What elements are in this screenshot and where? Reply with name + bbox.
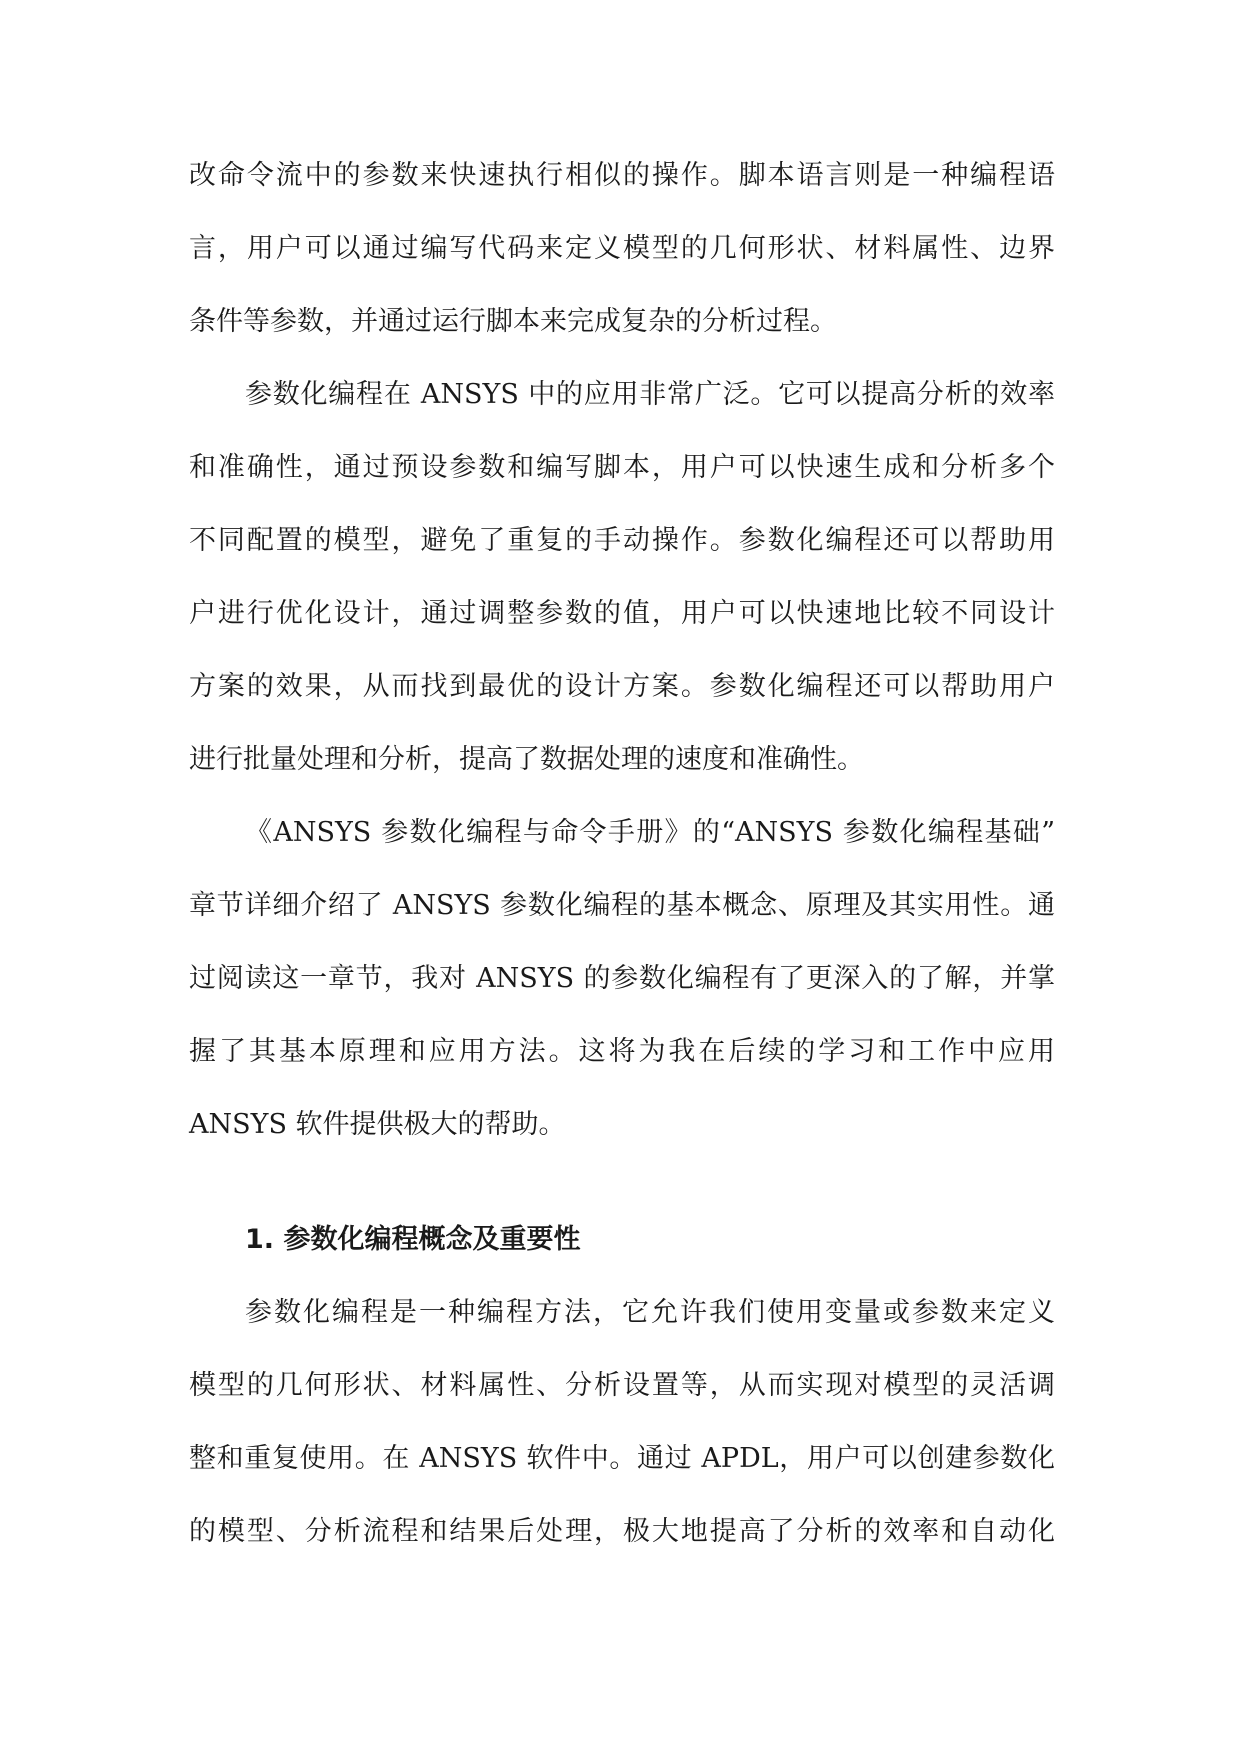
text-line: 进行批量处理和分析，提高了数据处理的速度和准确性。 bbox=[189, 744, 864, 775]
text-line: 方案的效果，从而找到最优的设计方案。参数化编程还可以帮助用户 bbox=[189, 671, 1055, 702]
text-line: 《ANSYS 参数化编程与命令手册》的“ANSYS 参数化编程基础” bbox=[245, 817, 1055, 848]
text-line: 言，用户可以通过编写代码来定义模型的几何形状、材料属性、边界 bbox=[189, 233, 1055, 264]
paragraph bbox=[189, 796, 1055, 1161]
text-line: 参数化编程在 ANSYS 中的应用非常广泛。它可以提高分析的效率 bbox=[245, 379, 1055, 410]
document-body bbox=[189, 139, 1055, 1568]
text-line: 和准确性，通过预设参数和编写脚本，用户可以快速生成和分析多个 bbox=[189, 452, 1055, 483]
text-line: 的模型、分析流程和结果后处理，极大地提高了分析的效率和自动化 bbox=[189, 1516, 1055, 1547]
text-line: 章节详细介绍了 ANSYS 参数化编程的基本概念、原理及其实用性。通 bbox=[189, 890, 1055, 921]
text-line: 参数化编程是一种编程方法，它允许我们使用变量或参数来定义 bbox=[245, 1297, 1055, 1328]
text-line: 户进行优化设计，通过调整参数的值，用户可以快速地比较不同设计 bbox=[189, 598, 1055, 629]
paragraph bbox=[189, 358, 1055, 796]
section-heading: 1. 参数化编程概念及重要性 bbox=[245, 1224, 581, 1255]
paragraph bbox=[189, 1276, 1055, 1568]
paragraph bbox=[189, 139, 1055, 358]
text-line: 整和重复使用。在 ANSYS 软件中。通过 APDL，用户可以创建参数化 bbox=[189, 1443, 1055, 1474]
text-line: 不同配置的模型，避免了重复的手动操作。参数化编程还可以帮助用 bbox=[189, 525, 1055, 556]
text-line: 握了其基本原理和应用方法。这将为我在后续的学习和工作中应用 bbox=[189, 1036, 1055, 1067]
text-line: ANSYS 软件提供极大的帮助。 bbox=[189, 1109, 566, 1140]
text-line: 条件等参数，并通过运行脚本来完成复杂的分析过程。 bbox=[189, 306, 837, 337]
text-line: 模型的几何形状、材料属性、分析设置等，从而实现对模型的灵活调 bbox=[189, 1370, 1055, 1401]
text-line: 改命令流中的参数来快速执行相似的操作。脚本语言则是一种编程语 bbox=[189, 160, 1055, 191]
text-line: 过阅读这一章节，我对 ANSYS 的参数化编程有了更深入的了解，并掌 bbox=[189, 963, 1055, 994]
